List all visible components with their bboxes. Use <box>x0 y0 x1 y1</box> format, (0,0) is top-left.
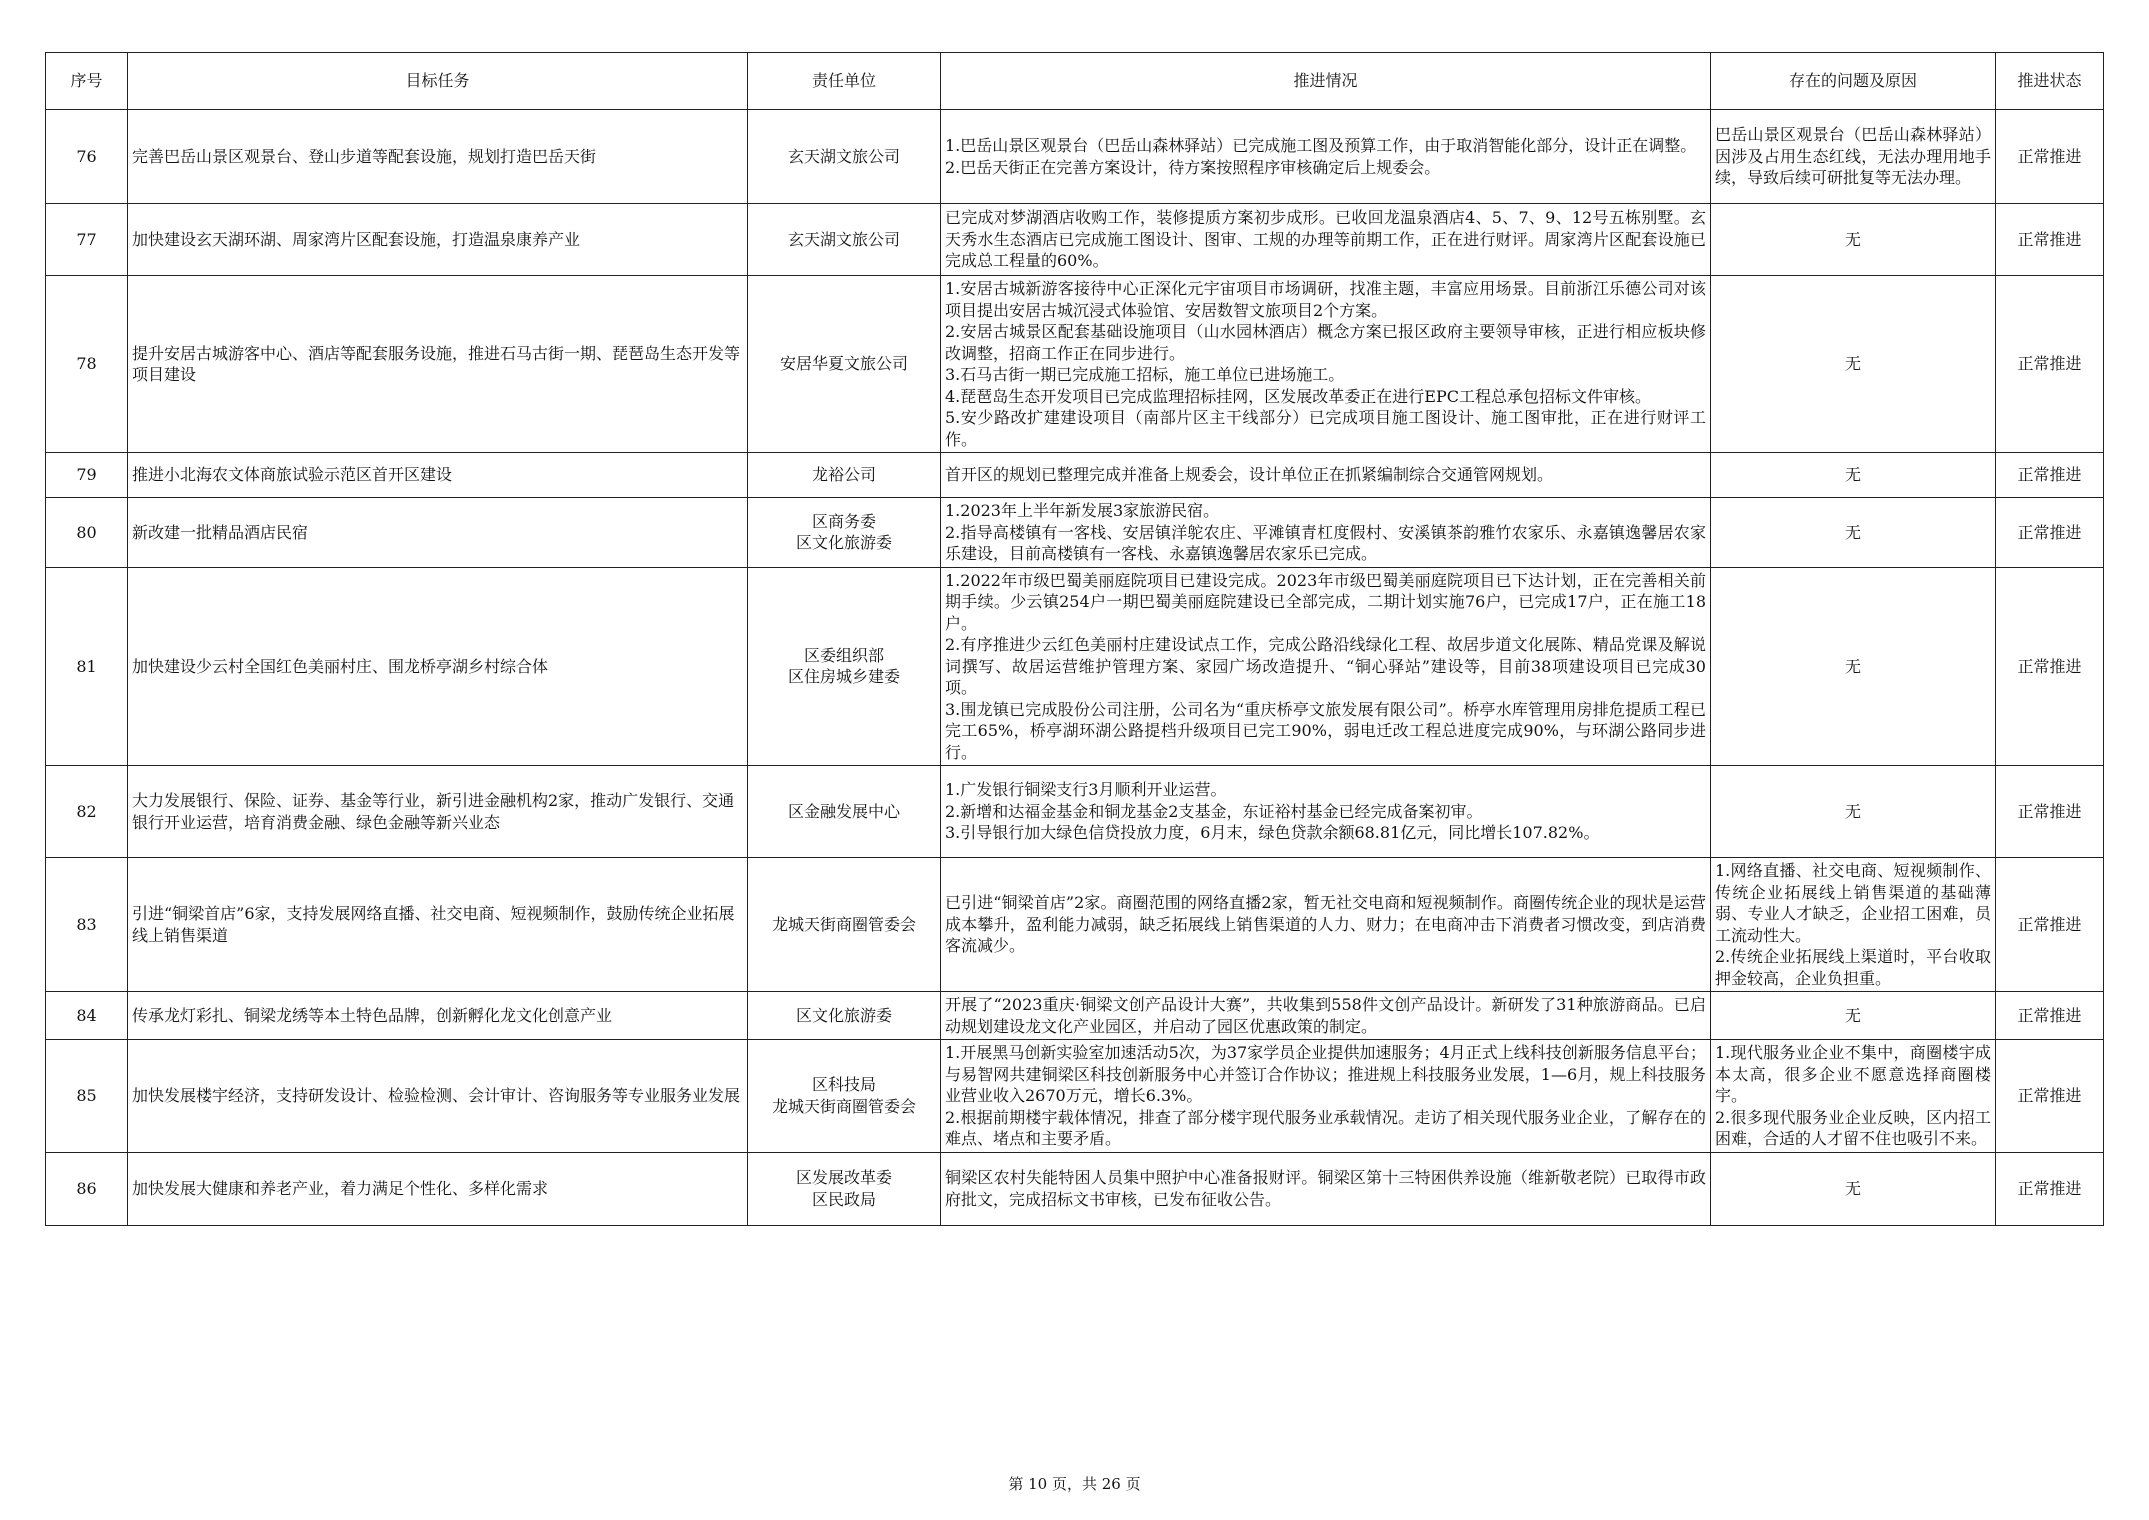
cell-progress <box>941 453 1711 498</box>
cell-issue <box>1711 1152 1996 1225</box>
cell-status <box>1996 276 2104 453</box>
cell-status-text: 正常推进 <box>2017 1086 2082 1105</box>
cell-no-text: 77 <box>76 229 97 249</box>
cell-issue-text: 1.现代服务业企业不集中，商圈楼宇成本太高，很多企业不愿意选择商圈楼宇。 <box>1715 1043 1991 1105</box>
cell-unit <box>748 567 941 766</box>
cell-unit <box>748 766 941 858</box>
cell-unit <box>748 1152 941 1225</box>
cell-progress <box>941 204 1711 276</box>
cell-task-text: 大力发展银行、保险、证券、基金等行业，新引进金融机构2家，推动广发银行、交通银行开业运营，培育消费金融、绿色金融等新兴业态 <box>132 791 735 832</box>
cell-no <box>46 567 128 766</box>
table-row <box>46 453 2104 498</box>
cell-unit-text: 区委组织部 <box>803 645 884 665</box>
cell-unit-text: 龙城天街商圈管委会 <box>771 914 916 934</box>
cell-progress <box>941 1040 1711 1153</box>
cell-unit-text: 区科技局 <box>811 1075 876 1095</box>
cell-progress-text: 2.根据前期楼宇载体情况，排查了部分楼宇现代服务业承载情况。走访了相关现代服务业企业，了解存在的难点、堵点和主要矛盾。 <box>945 1107 1706 1148</box>
cell-no <box>46 453 128 498</box>
cell-progress-text: 2.新增和达福金基金和铜龙基金2支基金，东证裕村基金已经完成备案初审。 <box>945 801 1483 821</box>
cell-no <box>46 498 128 568</box>
cell-unit-text: 区文化旅游委 <box>795 1005 892 1025</box>
cell-task <box>128 110 748 204</box>
cell-no-text: 76 <box>76 146 97 166</box>
cell-progress-text: 3.石马古街一期已完成施工招标，施工单位已进场施工。 <box>945 365 1345 384</box>
cell-issue-text: 2.传统企业拓展线上渠道时，平台收取押金较高，企业负担重。 <box>1715 947 1991 988</box>
cell-issue <box>1711 858 1996 992</box>
cell-progress <box>941 498 1711 568</box>
cell-no-text: 86 <box>76 1178 97 1198</box>
table-row <box>46 110 2104 204</box>
cell-task <box>128 1040 748 1153</box>
header-status: 推进状态 <box>1996 53 2104 110</box>
cell-progress-text: 铜梁区农村失能特困人员集中照护中心准备报财评。铜梁区第十三特困供养设施（维新敬老院）已取得市政府批文，完成招标文书审核，已发布征收公告。 <box>945 1168 1706 1209</box>
table-header-row <box>46 53 2104 110</box>
cell-task <box>128 1152 748 1225</box>
cell-issue-text: 2.很多现代服务业企业反映，区内招工困难，合适的人才留不住也吸引不来。 <box>1715 1107 1991 1148</box>
header-no: 序号 <box>46 53 128 110</box>
table-row <box>46 276 2104 453</box>
cell-status <box>1996 204 2104 276</box>
cell-task <box>128 858 748 992</box>
cell-progress-text: 2.安居古城景区配套基础设施项目（山水园林酒店）概念方案已报区政府主要领导审核，正进行相应板块修改调整，招商工作正在同步进行。 <box>945 322 1706 363</box>
cell-unit <box>748 453 941 498</box>
cell-unit <box>748 110 941 204</box>
table-row <box>46 1040 2104 1153</box>
cell-task <box>128 992 748 1040</box>
cell-task <box>128 498 748 568</box>
cell-progress <box>941 276 1711 453</box>
cell-issue-text: 无 <box>1844 465 1861 485</box>
cell-task-text: 加快建设玄天湖环湖、周家湾片区配套设施，打造温泉康养产业 <box>132 229 581 249</box>
cell-status-text: 正常推进 <box>2017 465 2082 485</box>
cell-progress-text: 2.有序推进少云红色美丽村庄建设试点工作，完成公路沿线绿化工程、故居步道文化展陈、精品党课及解说词撰写、故居运营维护管理方案、家园广场改造提升、“铜心驿站”建设等，目前38项建设项目已完成30项。 <box>945 635 1706 697</box>
cell-no <box>46 858 128 992</box>
cell-unit-text: 安居华夏文旅公司 <box>779 354 908 374</box>
cell-progress <box>941 567 1711 766</box>
header-unit: 责任单位 <box>748 53 941 110</box>
cell-status <box>1996 766 2104 858</box>
cell-no-text: 80 <box>76 522 97 542</box>
cell-unit-text: 龙城天街商圈管委会 <box>771 1096 916 1116</box>
table-row <box>46 567 2104 766</box>
cell-no-text: 81 <box>76 656 97 676</box>
cell-progress-text: 2.巴岳天街正在完善方案设计，待方案按照程序审核确定后上规委会。 <box>945 157 1441 177</box>
cell-issue-text: 无 <box>1844 229 1861 249</box>
cell-progress-text: 已完成对梦湖酒店收购工作，装修提质方案初步成形。已收回龙温泉酒店4、5、7、9、12号五栋别墅。玄天秀水生态酒店已完成施工图设计、图审、工规的办理等前期工作，正在进行财评。周家湾片区配套设施已完成总工程量的60%。 <box>945 208 1706 271</box>
cell-task-text: 引进“铜梁首店”6家，支持发展网络直播、社交电商、短视频制作，鼓励传统企业拓展线上销售渠道 <box>132 904 735 945</box>
cell-status-text: 正常推进 <box>2017 656 2082 676</box>
cell-status <box>1996 567 2104 766</box>
cell-no <box>46 276 128 453</box>
cell-issue-text: 巴岳山景区观景台（巴岳山森林驿站）因涉及占用生态红线，无法办理用地手续，导致后续可研批复等无法办理。 <box>1715 125 1991 188</box>
cell-status <box>1996 1040 2104 1153</box>
cell-issue <box>1711 992 1996 1040</box>
cell-unit <box>748 992 941 1040</box>
cell-no-text: 78 <box>76 354 97 374</box>
cell-status <box>1996 110 2104 204</box>
cell-issue <box>1711 204 1996 276</box>
cell-progress-text: 2.指导高楼镇有一客栈、安居镇洋鸵农庄、平滩镇青杠度假村、安溪镇茶韵雅竹农家乐、永嘉镇逸馨居农家乐建设，目前高楼镇有一客栈、永嘉镇逸馨居农家乐已完成。 <box>945 522 1706 563</box>
cell-task <box>128 453 748 498</box>
cell-progress-text: 1.安居古城新游客接待中心正深化元宇宙项目市场调研，找准主题，丰富应用场景。目前浙江乐德公司对该项目提出安居古城沉浸式体验馆、安居数智文旅项目2个方案。 <box>945 279 1706 320</box>
cell-no <box>46 766 128 858</box>
cell-unit <box>748 498 941 568</box>
cell-no-text: 85 <box>76 1086 97 1105</box>
header-issue: 存在的问题及原因 <box>1711 53 1996 110</box>
table-row <box>46 204 2104 276</box>
cell-progress-text: 3.围龙镇已完成股份公司注册，公司名为“重庆桥亭文旅发展有限公司”。桥亭水库管理用房排危提质工程已完工65%，桥亭湖环湖公路提档升级项目已完工90%，弱电迁改工程总进度完成90%，与环湖公路同步进行。 <box>945 699 1706 762</box>
cell-task-text: 传承龙灯彩扎、铜梁龙绣等本土特色品牌，创新孵化龙文化创意产业 <box>132 1005 613 1025</box>
cell-progress-text: 1.2022年市级巴蜀美丽庭院项目已建设完成。2023年市级巴蜀美丽庭院项目已下达计划，正在完善相关前期手续。少云镇254户一期巴蜀美丽庭院建设已全部完成，二期计划实施76户，已完成17户，正在施工18户。 <box>945 570 1706 633</box>
cell-no <box>46 204 128 276</box>
cell-status <box>1996 992 2104 1040</box>
cell-status-text: 正常推进 <box>2017 801 2082 821</box>
cell-progress-text: 5.安少路改扩建建设项目（南部片区主干线部分）已完成项目施工图设计、施工图审批，正在进行财评工作。 <box>945 408 1706 449</box>
cell-task <box>128 276 748 453</box>
cell-status-text: 正常推进 <box>2017 1178 2082 1198</box>
cell-progress-text: 1.2023年上半年新发展3家旅游民宿。 <box>945 501 1220 520</box>
cell-task <box>128 204 748 276</box>
cell-status-text: 正常推进 <box>2017 522 2082 542</box>
cell-unit-text: 区发展改革委 <box>795 1168 892 1187</box>
cell-unit-text: 玄天湖文旅公司 <box>787 229 900 249</box>
cell-no <box>46 110 128 204</box>
table-row <box>46 858 2104 992</box>
cell-unit-text: 玄天湖文旅公司 <box>787 146 900 166</box>
progress-table <box>45 52 2104 1226</box>
cell-status-text: 正常推进 <box>2017 354 2082 374</box>
cell-progress-text: 开展了“2023重庆·铜梁文创产品设计大赛”，共收集到558件文创产品设计。新研发了31种旅游商品。已启动规划建设龙文化产业园区，并启动了园区优惠政策的制定。 <box>945 995 1706 1036</box>
header-task: 目标任务 <box>128 53 748 110</box>
table-row <box>46 766 2104 858</box>
cell-progress-text: 3.引导银行加大绿色信贷投放力度，6月末，绿色贷款余额68.81亿元，同比增长107.82%。 <box>945 823 1600 843</box>
cell-progress-text: 4.琵琶岛生态开发项目已完成监理招标挂网，区发展改革委正在进行EPC工程总承包招标文件审核。 <box>945 386 1651 406</box>
cell-task <box>128 567 748 766</box>
cell-status <box>1996 453 2104 498</box>
cell-no-text: 83 <box>76 914 97 934</box>
cell-task-text: 提升安居古城游客中心、酒店等配套服务设施，推进石马古街一期、琵琶岛生态开发等项目建设 <box>132 343 741 384</box>
cell-issue <box>1711 110 1996 204</box>
cell-issue <box>1711 276 1996 453</box>
cell-no <box>46 1152 128 1225</box>
cell-status <box>1996 1152 2104 1225</box>
cell-task-text: 加快建设少云村全国红色美丽村庄、围龙桥亭湖乡村综合体 <box>132 656 549 676</box>
cell-issue <box>1711 453 1996 498</box>
cell-status <box>1996 858 2104 992</box>
cell-issue <box>1711 766 1996 858</box>
cell-unit <box>748 858 941 992</box>
cell-progress-text: 1.开展黑马创新实验室加速活动5次，为37家学员企业提供加速服务；4月正式上线科技创新服务信息平台；与易智网共建铜梁区科技创新服务中心并签订合作协议；推进规上科技服务业发展，1—6月，规上科技服务业营业收入2670万元，增长6.3%。 <box>945 1043 1706 1105</box>
table-row <box>46 992 2104 1040</box>
cell-issue-text: 1.网络直播、社交电商、短视频制作、传统企业拓展线上销售渠道的基础薄弱、专业人才缺乏，企业招工困难，员工流动性大。 <box>1715 861 1991 945</box>
cell-issue-text: 无 <box>1844 522 1861 542</box>
header-progress: 推进情况 <box>941 53 1711 110</box>
cell-progress-text: 1.广发银行铜梁支行3月顺利开业运营。 <box>945 780 1227 800</box>
cell-unit-text: 区金融发展中心 <box>787 801 900 821</box>
cell-status <box>1996 498 2104 568</box>
cell-unit <box>748 1040 941 1153</box>
cell-issue-text: 无 <box>1844 1178 1861 1198</box>
cell-no <box>46 1040 128 1153</box>
cell-task <box>128 766 748 858</box>
cell-issue-text: 无 <box>1844 801 1861 821</box>
cell-progress <box>941 858 1711 992</box>
cell-progress-text: 首开区的规划已整理完成并准备上规委会，设计单位正在抓紧编制综合交通管网规划。 <box>945 465 1554 485</box>
cell-progress <box>941 992 1711 1040</box>
cell-progress-text: 1.巴岳山景区观景台（巴岳山森林驿站）已完成施工图及预算工作，由于取消智能化部分，设计正在调整。 <box>945 136 1697 155</box>
cell-issue-text: 无 <box>1844 1005 1861 1025</box>
cell-unit-text: 区商务委 <box>811 511 876 531</box>
cell-no-text: 82 <box>76 801 97 821</box>
cell-task-text: 推进小北海农文体商旅试验示范区首开区建设 <box>132 465 453 485</box>
cell-status-text: 正常推进 <box>2017 914 2082 934</box>
cell-task-text: 加快发展楼宇经济，支持研发设计、检验检测、会计审计、咨询服务等专业服务业发展 <box>132 1086 741 1105</box>
cell-task-text: 加快发展大健康和养老产业，着力满足个性化、多样化需求 <box>132 1178 549 1198</box>
cell-issue-text: 无 <box>1844 656 1861 676</box>
cell-issue <box>1711 567 1996 766</box>
cell-issue <box>1711 1040 1996 1153</box>
cell-unit-text: 区民政局 <box>811 1189 876 1209</box>
cell-issue-text: 无 <box>1844 354 1861 374</box>
page-footer: 第 10 页，共 26 页 <box>1008 1475 1141 1493</box>
cell-progress <box>941 1152 1711 1225</box>
cell-progress <box>941 110 1711 204</box>
cell-unit <box>748 204 941 276</box>
cell-unit <box>748 276 941 453</box>
cell-unit-text: 龙裕公司 <box>811 465 876 485</box>
cell-task-text: 新改建一批精品酒店民宿 <box>132 522 309 542</box>
cell-status-text: 正常推进 <box>2017 1005 2082 1025</box>
cell-status-text: 正常推进 <box>2017 229 2082 249</box>
cell-no-text: 84 <box>76 1005 97 1025</box>
cell-unit-text: 区住房城乡建委 <box>787 667 900 687</box>
cell-no-text: 79 <box>76 465 97 485</box>
table-row <box>46 498 2104 568</box>
cell-status-text: 正常推进 <box>2017 146 2082 166</box>
cell-progress <box>941 766 1711 858</box>
cell-issue <box>1711 498 1996 568</box>
cell-task-text: 完善巴岳山景区观景台、登山步道等配套设施，规划打造巴岳天街 <box>132 146 597 166</box>
cell-progress-text: 已引进“铜梁首店”2家。商圈范围的网络直播2家，暂无社交电商和短视频制作。商圈传统企业的现状是运营成本攀升，盈利能力减弱，缺乏拓展线上销售渠道的人力、财力；在电商冲击下消费者习惯改变，到店消费客流减少。 <box>945 893 1706 956</box>
cell-no <box>46 992 128 1040</box>
cell-unit-text: 区文化旅游委 <box>795 533 892 553</box>
table-row <box>46 1152 2104 1225</box>
